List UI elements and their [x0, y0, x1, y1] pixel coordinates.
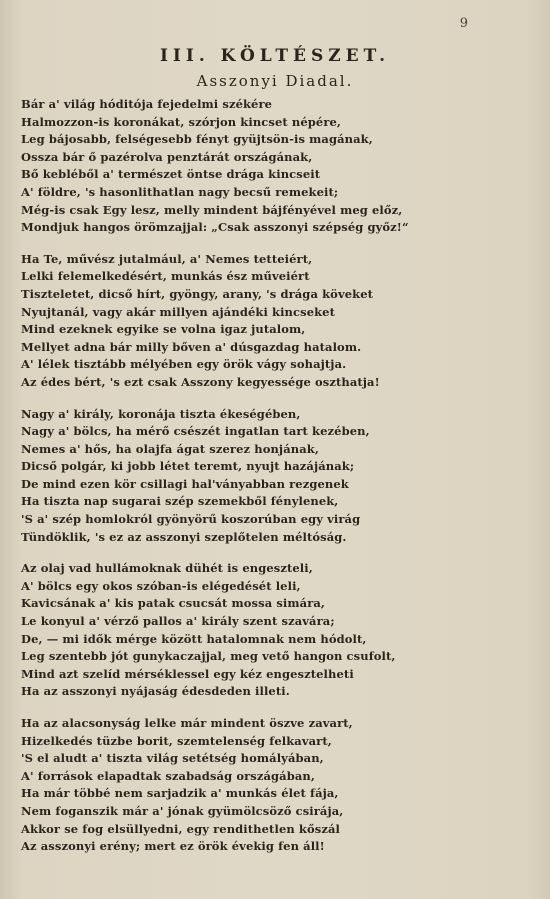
poem-line: Nagy a' király, koronája tiszta ékeségében,: [21, 406, 301, 421]
stanza-2: [21, 251, 536, 392]
stanza-4: [21, 560, 536, 701]
poem-line: Ha az alacsonyság lelke már mindent öszve zavart,: [21, 716, 353, 730]
poem-line: Ha tiszta nap sugarai szép szemekből fénylenek,: [21, 494, 339, 509]
page-number: 9: [459, 16, 468, 31]
poem-line: Mellyet adna bár milly bőven a' dúsgazdag hatalom.: [21, 339, 362, 354]
poem-line: A' földre, 's hasonlithatlan nagy becsű remekeit;: [21, 184, 339, 199]
poem-line: Ha az asszonyi nyájaság édesdeden illeti.: [21, 684, 290, 699]
poem-line: Bár a' világ hóditója fejedelmi székére: [21, 97, 273, 111]
poem-line: De mind ezen kör csillagi hal'ványabban rezgenek: [21, 476, 349, 491]
poem-line: De, — mi idők mérge között hatalomnak nem hódolt,: [21, 631, 367, 646]
poem-line: Tündöklik, 's ez az asszonyi szeplőtelen méltóság.: [21, 529, 347, 544]
stanza-3: [21, 406, 536, 547]
poem-line: Leg bájosabb, felségesebb fényt gyüjtsön-is magának,: [21, 132, 373, 147]
poem-line: Ha már többé nem sarjadzik a' munkás élet fája,: [21, 786, 339, 801]
poem-line: Ossza bár ő pazérolva penztárát országának,: [21, 149, 313, 164]
poem-line: Akkor se fog elsüllyedni, egy rendithetlen kőszál: [21, 821, 340, 836]
poem-line: Leg szentebb jót gunykaczajjal, meg vető hangon csufolt,: [21, 649, 396, 664]
stanza-1: [21, 96, 536, 237]
poem-line: Az asszonyi erény; mert ez örök évekig fen áll!: [21, 839, 325, 854]
poem-line: 'S a' szép homlokról gyönyörű koszorúban egy virág: [21, 512, 361, 527]
poem-line: Még-is csak Egy lesz, melly mindent bájfényével meg előz,: [21, 202, 403, 217]
poem-line: A' lélek tisztább mélyében egy örök vágy sohajtja.: [21, 357, 347, 372]
poem-line: Lelki felemelkedésért, munkás ész műveiért: [21, 269, 310, 284]
poem-line: Tiszteletet, dicső hírt, gyöngy, arany, 's drága köveket: [21, 286, 374, 301]
poem-title: Asszonyi Diadal.: [196, 72, 354, 90]
poem-line: Nagy a' bölcs, ha mérő csészét ingatlan tart kezében,: [21, 424, 370, 439]
poem-line: A' bölcs egy okos szóban-is elégedését leli,: [21, 578, 301, 593]
poem-line: Nyujtanál, vagy akár millyen ajándéki kincseket: [21, 304, 336, 319]
section-title: III. KÖLTÉSZET.: [159, 46, 391, 66]
poem-line: Bő kebléből a' természet öntse drága kincseit: [21, 167, 321, 182]
poem-line: Nemes a' hős, ha olajfa ágat szerez honjának,: [21, 441, 319, 456]
poem-line: 'S el aludt a' tiszta világ setétség homályában,: [21, 751, 324, 766]
poem-line: Halmozzon-is koronákat, szórjon kincset népére,: [21, 114, 342, 129]
poem-line: Hizelkedés tüzbe borit, szemtelenség felkavart,: [21, 733, 332, 748]
poem-line: Az olaj vad hullámoknak dühét is engeszteli,: [21, 561, 313, 576]
poem-line: Kavicsának a' kis patak csucsát mossa simára,: [21, 596, 326, 611]
poem-line: A' források elapadtak szabadság országában,: [21, 768, 315, 783]
poem-line: Mondjuk hangos örömzajjal: „Csak asszonyi szépség győz!“: [21, 220, 409, 235]
poem-line: Le konyul a' vérző pallos a' király szent szavára;: [21, 614, 335, 629]
poem-line: Az édes bért, 's ezt csak Asszony kegyessége oszthatja!: [21, 374, 380, 389]
poem-line: Ha Te, művész jutalmául, a' Nemes tetteiért,: [21, 251, 313, 266]
poem-line: Mind ezeknek egyike se volna igaz jutalom,: [21, 322, 306, 337]
poem-line: Nem foganszik már a' jónak gyümölcsöző csirája,: [21, 803, 344, 818]
stanza-5: [21, 715, 536, 856]
poem-line: Mind azt szelíd mérséklessel egy kéz engesztelheti: [21, 666, 354, 681]
poem-body: [21, 96, 536, 870]
poem-line: Dicső polgár, ki jobb létet teremt, nyujt hazájának;: [21, 459, 355, 474]
